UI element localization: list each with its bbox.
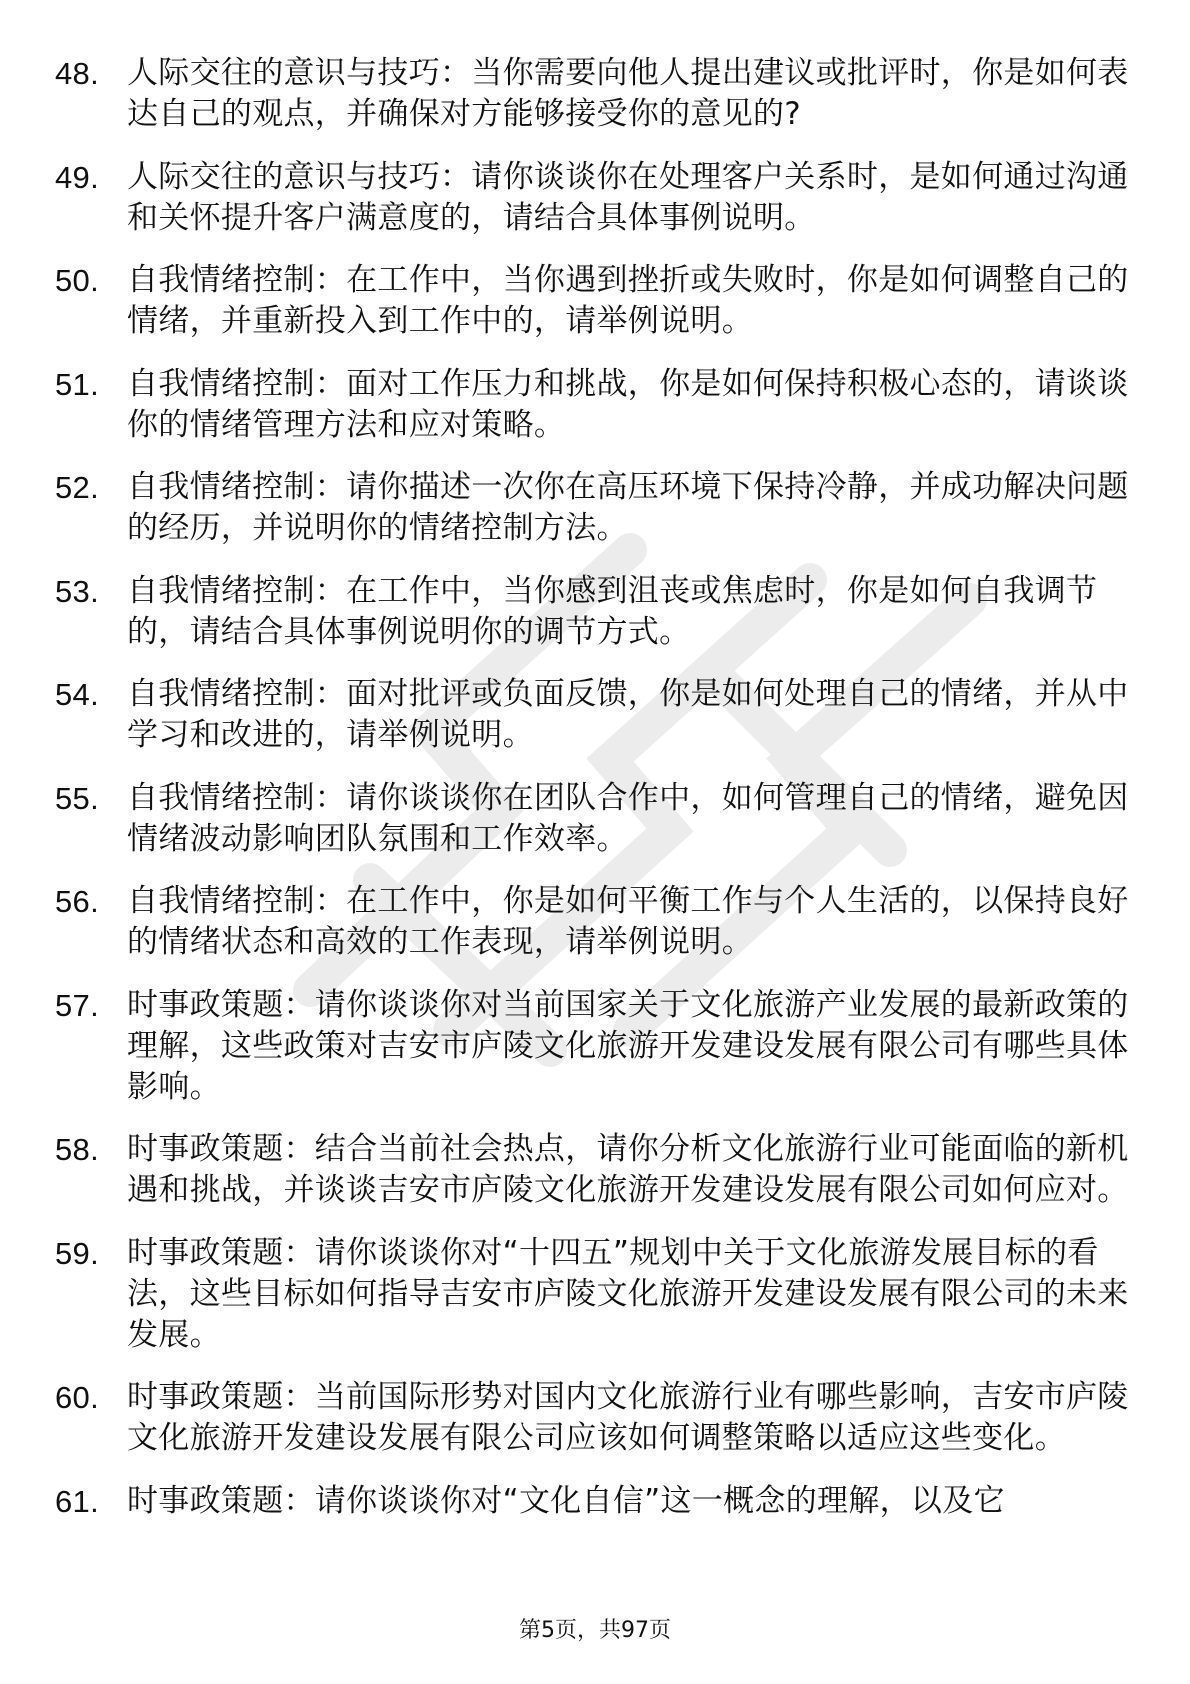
question-text: 时事政策题：请你谈谈你对当前国家关于文化旅游产业发展的最新政策的理解，这些政策对吉安市庐陵文化旅游开发建设发展有限公司有哪些具体影响。 [127,986,1129,1105]
question-item [55,53,1135,135]
question-text: 自我情绪控制：在工作中，当你遇到挫折或失败时，你是如何调整自己的情绪，并重新投入到工作中的，请举例说明。 [127,262,1129,339]
question-text: 自我情绪控制：在工作中，你是如何平衡工作与个人生活的，以保持良好的情绪状态和高效的工作表现，请举例说明。 [127,883,1129,960]
question-number: 59. [55,1235,99,1271]
question-text: 自我情绪控制：面对工作压力和挑战，你是如何保持积极心态的，请谈谈你的情绪管理方法和应对策略。 [127,365,1129,443]
question-number: 54. [55,677,99,712]
question-text: 时事政策题：请你谈谈你对“文化自信”这一概念的理解，以及它 [127,1482,1005,1519]
question-item [55,1129,1135,1211]
question-number: 55. [55,780,99,816]
question-number: 48. [55,56,99,91]
question-number: 56. [55,884,99,919]
question-number: 49. [55,159,99,195]
question-item [55,881,1135,963]
page-number-label: 第5页，共97页 [519,1618,671,1643]
question-item [55,571,1135,653]
question-text: 人际交往的意识与技巧：请你谈谈你在处理客户关系时，是如何通过沟通和关怀提升客户满意度的，请结合具体事例说明。 [127,158,1129,236]
question-text: 自我情绪控制：请你描述一次你在高压环境下保持冷静，并成功解决问题的经历，并说明你的情绪控制方法。 [127,469,1129,546]
question-number: 50. [55,263,99,298]
question-number: 61. [55,1483,99,1519]
question-item [55,1233,1135,1356]
question-text: 时事政策题：结合当前社会热点，请你分析文化旅游行业可能面临的新机遇和挑战，并谈谈吉安市庐陵文化旅游开发建设发展有限公司如何应对。 [127,1131,1129,1208]
question-text: 时事政策题：当前国际形势对国内文化旅游行业有哪些影响，吉安市庐陵文化旅游开发建设发展有限公司应该如何调整策略以适应这些变化。 [127,1379,1129,1456]
question-number: 53. [55,573,99,609]
question-list [55,53,1135,1543]
question-item [55,1481,1135,1522]
question-text: 人际交往的意识与技巧：当你需要向他人提出建议或批评时，你是如何表达自己的观点，并确保对方能够接受你的意见的? [127,55,1129,132]
question-number: 51. [55,366,99,402]
question-item [55,778,1135,860]
page-footer [0,1613,1190,1644]
question-item [55,674,1135,756]
question-item [55,157,1135,239]
question-item [55,467,1135,549]
question-number: 58. [55,1132,99,1167]
question-item [55,985,1135,1108]
question-text: 自我情绪控制：面对批评或负面反馈，你是如何处理自己的情绪，并从中学习和改进的，请举例说明。 [127,676,1129,753]
question-item [55,364,1135,446]
question-text: 时事政策题：请你谈谈你对“十四五”规划中关于文化旅游发展目标的看法，这些目标如何指导吉安市庐陵文化旅游开发建设发展有限公司的未来发展。 [127,1234,1129,1353]
question-item [55,260,1135,342]
question-text: 自我情绪控制：请你谈谈你在团队合作中，如何管理自己的情绪，避免因情绪波动影响团队氛围和工作效率。 [127,779,1129,857]
question-number: 52. [55,470,99,505]
question-number: 60. [55,1380,99,1415]
question-text: 自我情绪控制：在工作中，当你感到沮丧或焦虑时，你是如何自我调节的，请结合具体事例说明你的调节方式。 [127,572,1098,650]
question-number: 57. [55,987,99,1023]
question-item [55,1377,1135,1459]
